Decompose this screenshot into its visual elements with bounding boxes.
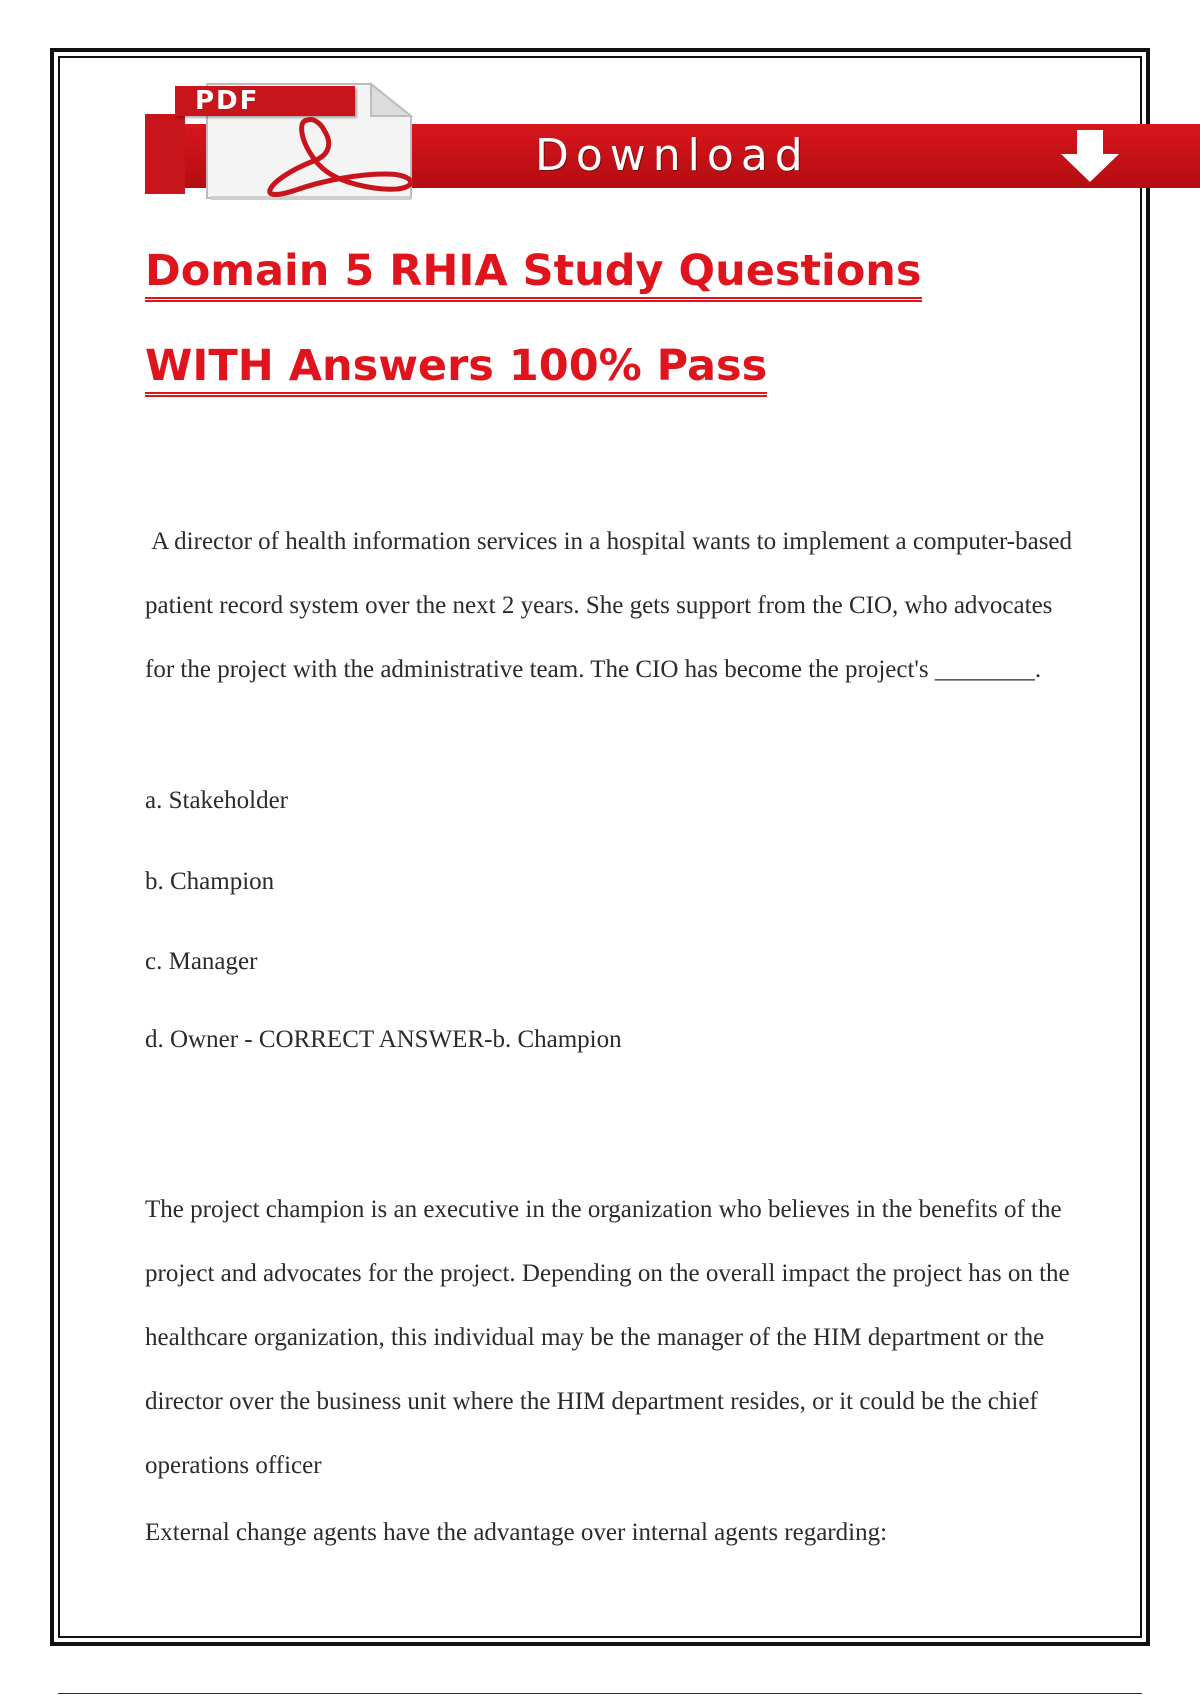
pdf-document-icon — [175, 80, 560, 200]
answer-option-d-with-correct-answer: d. Owner - CORRECT ANSWER-b. Champion — [145, 1026, 622, 1053]
answer-option-a: a. Stakeholder — [145, 787, 289, 814]
pdf-badge: PDF — [175, 86, 355, 116]
answer-option-b: b. Champion — [145, 868, 275, 895]
next-question-text: External change agents have the advantage over internal agents regarding: — [145, 1519, 888, 1546]
download-arrow-icon[interactable] — [1055, 128, 1125, 184]
document-title-line-1: Domain 5 RHIA Study Questions — [145, 250, 922, 302]
acrobat-logo-icon — [220, 110, 420, 200]
download-banner[interactable] — [145, 78, 1200, 200]
document-title-line-2: WITH Answers 100% Pass — [145, 345, 767, 397]
download-label[interactable]: Download — [535, 130, 810, 181]
footer-divider — [58, 1693, 1142, 1694]
answer-option-c: c. Manager — [145, 948, 258, 975]
answer-explanation: The project champion is an executive in the organization who believes in the benefits of the project and advocates for the project. Depending on the overall impact the project has on the healthcare organization, this individual may be the manager of the HIM department or the director over the business unit where the HIM department resides, or it could be the chief operations officer — [145, 1196, 1070, 1479]
question-text: A director of health information services in a hospital wants to implement a computer-based patient record system over the next 2 years. She gets support from the CIO, who advocates for the project with the administrative team. The CIO has become the project's ________. — [145, 528, 1079, 683]
